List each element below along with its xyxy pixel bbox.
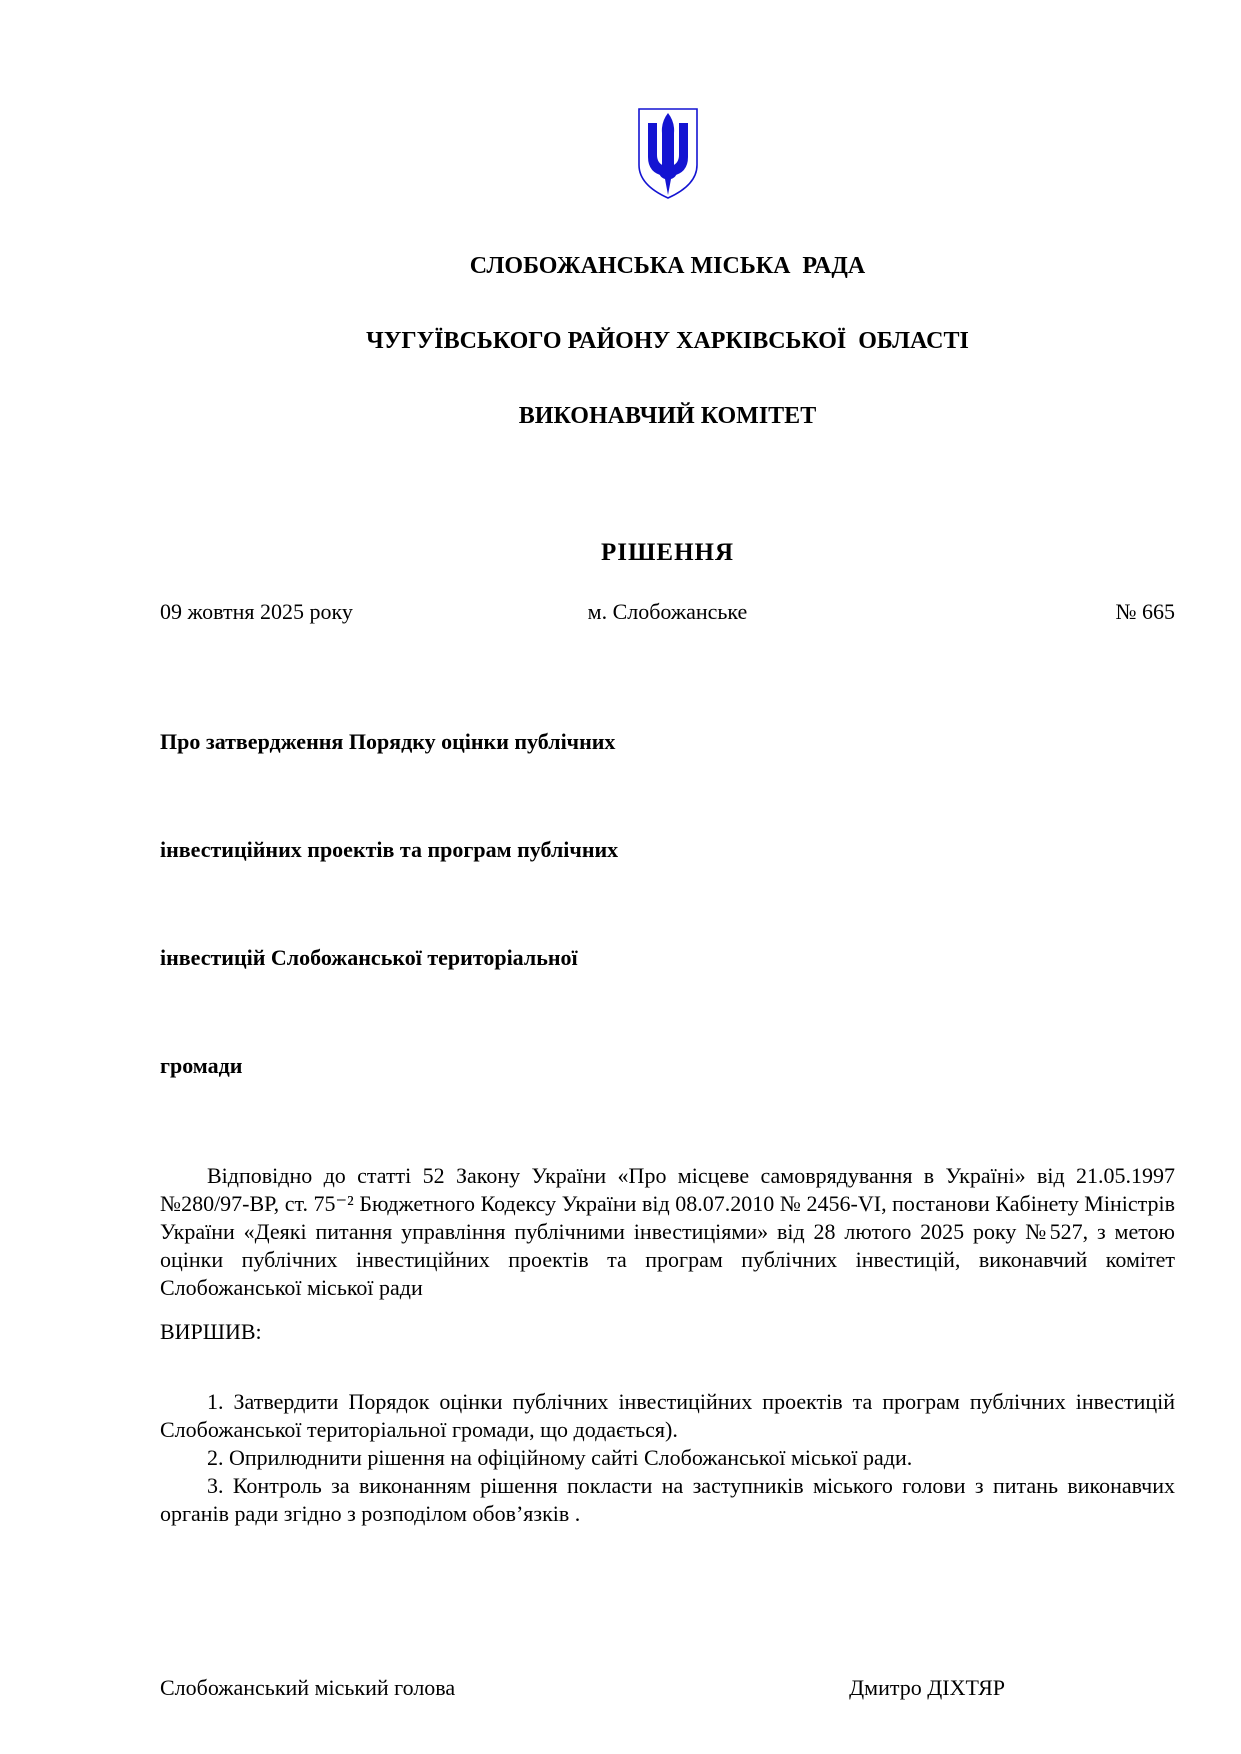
- document-place: м. Слобожанське: [587, 599, 748, 624]
- council-name: СЛОБОЖАНСЬКА МІСЬКА РАДА: [469, 253, 866, 279]
- trident-center-prong: [661, 113, 673, 165]
- subject-line: інвестиційних проектів та програм публічних: [160, 837, 619, 862]
- resolve-keyword: ВИРШИВ:: [160, 1319, 262, 1344]
- organization-header: [160, 204, 1175, 479]
- document-meta-row: [160, 599, 1175, 624]
- district-name: ЧУГУЇВСЬКОГО РАЙОНУ ХАРКІВСЬКОЇ ОБЛАСТІ: [366, 328, 969, 354]
- decision-subject: [160, 652, 740, 1156]
- subject-line: Про затвердження Порядку оцінки публічних: [160, 729, 616, 754]
- subject-line: громади: [160, 1053, 243, 1078]
- decision-item-3: 3. Контроль за виконанням рішення покласти на заступників міського голови з питань виконавчих органів ради згідно з розподілом обов’язків .: [160, 1473, 1175, 1526]
- preamble-paragraph: Відповідно до статті 52 Закону України «Про місцеве самоврядування в Україні» від 21.05.1997 №280/97-ВР, ст. 75⁻² Бюджетного Кодексу України від 08.07.2010 № 2456-VI, постанови Кабінету Міністрів України «Деякі питання управління публічними інвестиціями» від 28 лютого 2025 року №527, з метою оцінки публічних інвестиційних проектів та програм публічних інвестицій, виконавчий комітет Слобожанської міської ради: [160, 1163, 1175, 1300]
- subject-line: інвестицій Слобожанської територіальної: [160, 945, 578, 970]
- signatory-name: Дмитро ДІХТЯР: [849, 1675, 1005, 1700]
- decision-item-1: 1. Затвердити Порядок оцінки публічних інвестиційних проектів та програм публічних інвестицій Слобожанської територіальної громади, що додається).: [160, 1389, 1175, 1442]
- document-number: № 665: [1115, 599, 1175, 624]
- document-date: 09 жовтня 2025 року: [160, 599, 353, 624]
- trident-base: [659, 165, 677, 195]
- decision-items: [160, 1388, 1175, 1528]
- decision-item-2: 2. Оприлюднити рішення на офіційному сайті Слобожанської міської ради.: [207, 1445, 913, 1470]
- signature-row: [160, 1675, 1175, 1701]
- committee-name: ВИКОНАВЧИЙ КОМІТЕТ: [518, 403, 817, 429]
- signatory-title: Слобожанський міський голова: [160, 1675, 456, 1700]
- document-type-heading: РІШЕННЯ: [600, 539, 735, 566]
- tryzub-icon: [637, 107, 699, 201]
- coat-of-arms: [160, 107, 1175, 201]
